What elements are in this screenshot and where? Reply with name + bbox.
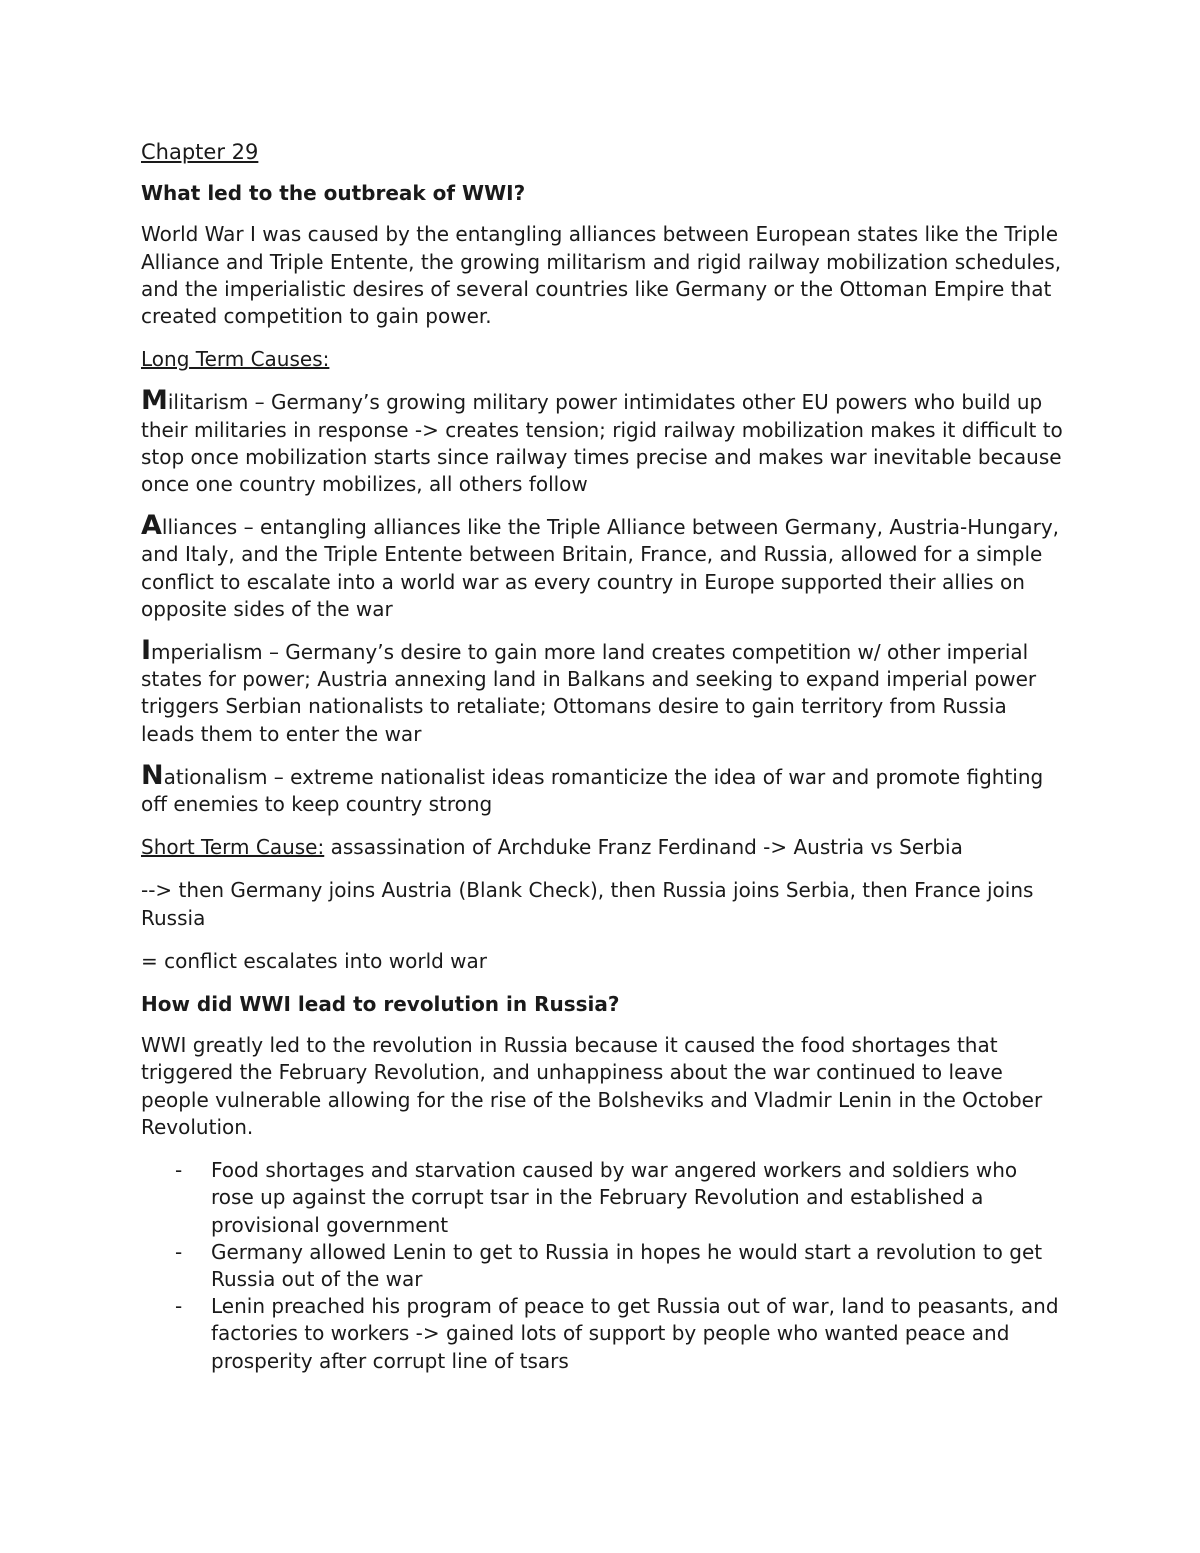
cause-imperialism [141,635,1066,748]
cause-text: ationalism – extreme nationalist ideas romanticize the idea of war and promote fighting off enemies to keep country strong [141,764,1044,817]
cause-text: lliances – entangling alliances like the Triple Alliance between Germany, Austria-Hungary, and Italy, and the Triple Entente between Britain, France, and Russia, allowed for a simple conflict to escalate into a world war as every country in Europe supported their allies on opposite sides of the war [141,515,1060,621]
list-item-text: Germany allowed Lenin to get to Russia in hopes he would start a revolution to get Russia out of the war [211,1239,1043,1291]
revolution-bullet-list [141,1157,1066,1375]
dash-marker: - [175,1294,183,1319]
cause-alliances [141,510,1066,623]
escalation-chain: --> then Germany joins Austria (Blank Check), then Russia joins Serbia, then France joins Russia [141,878,1034,930]
escalation-result: = conflict escalates into world war [141,948,488,973]
dash-marker: - [175,1239,183,1264]
cause-initial: A [141,510,162,542]
long-term-causes-heading: Long Term Causes: [141,347,330,372]
list-item-text: Lenin preached his program of peace to get Russia out of war, land to peasants, and factories to workers -> gained lots of support by people who wanted peace and prosperity after corrupt line of tsars [211,1294,1059,1373]
summary-outbreak-wwi: World War I was caused by the entangling alliances between European states like the Triple Alliance and Triple Entente, the growing militarism and rigid railway mobilization schedules, and the imperialistic desires of several countries like Germany or the Ottoman Empire that created competition to gain power. [141,222,1062,329]
cause-initial: N [141,759,164,791]
short-term-cause-label: Short Term Cause: [141,835,325,860]
list-item [141,1239,1066,1293]
cause-text: mperialism – Germany’s desire to gain more land creates competition w/ other imperial states for power; Austria annexing land in Balkans and seeking to expand imperial power triggers Serbian nationalists to retaliate; Ottomans desire to gain territory from Russia leads them to enter the war [141,640,1037,746]
cause-initial: M [141,385,168,417]
short-term-cause [141,834,1066,861]
list-item [141,1293,1066,1375]
cause-text: ilitarism – Germany’s growing military power intimidates other EU powers who build up their militaries in response -> creates tension; rigid railway mobilization makes it difficult to stop once mobilization starts since railway times precise and makes war inevitable because once one country mobilizes, all others follow [141,390,1063,497]
summary-russia-revolution: WWI greatly led to the revolution in Russia because it caused the food shortages that triggered the February Revolution, and unhappiness about the war continued to leave people vulnerable allowing for the rise of the Bolsheviks and Vladmir Lenin in the October Revolution. [141,1033,1043,1139]
chapter-title: Chapter 29 [141,140,259,164]
dash-marker: - [175,1158,183,1183]
short-term-cause-text: assassination of Archduke Franz Ferdinand -> Austria vs Serbia [324,835,963,860]
question-russia-revolution: How did WWI lead to revolution in Russia? [141,992,620,1017]
list-item-text: Food shortages and starvation caused by war angered workers and soldiers who rose up against the corrupt tsar in the February Revolution and established a provisional government [211,1158,1018,1237]
cause-militarism [141,385,1066,498]
document-page [141,139,1066,1375]
question-outbreak-wwi: What led to the outbreak of WWI? [141,181,526,206]
cause-initial: I [141,635,152,667]
cause-nationalism [141,759,1066,818]
list-item [141,1157,1066,1239]
